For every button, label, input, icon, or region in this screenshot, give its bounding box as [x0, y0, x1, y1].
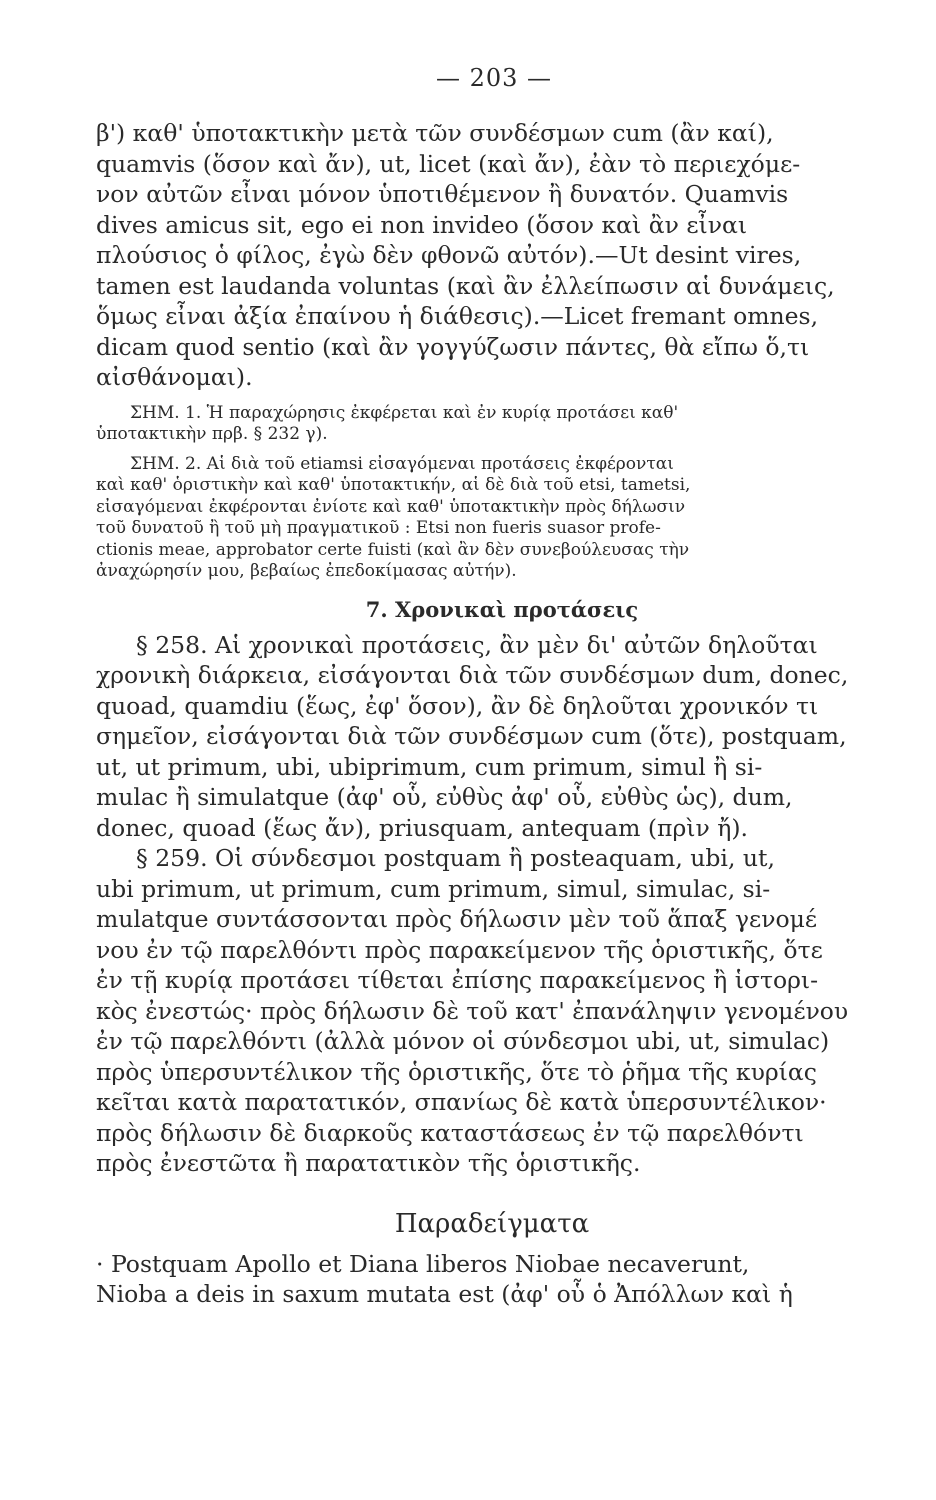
- text-line: tamen est laudanda voluntas (καὶ ἂν ἐλλείπωσιν αἱ δυνάμεις,: [96, 271, 835, 300]
- text-line: κεῖται κατὰ παρατατικόν, σπανίως δὲ κατὰ ὑπερσυντέλικον·: [96, 1088, 827, 1116]
- note-line: εἰσαγόμεναι ἐκφέρονται ἐνίοτε καὶ καθ' ὑποτακτικὴν πρὸς δήλωσιν: [96, 496, 686, 517]
- paragraph-beta: [96, 118, 848, 393]
- text-line: dives amicus sit, ego ei non invideo (ὅσον καὶ ἂν εἶναι: [96, 210, 748, 239]
- note-line: τοῦ δυνατοῦ ἢ τοῦ μὴ πραγματικοῦ : Etsi non fueris suasor profe-: [96, 518, 661, 538]
- text-line: νον αὐτῶν εἶναι μόνον ὑποτιθέμενον ἢ δυνατόν. Quamvis: [96, 180, 789, 208]
- text-line: ἐν τῷ παρελθόντι (ἀλλὰ μόνον οἱ σύνδεσμοι ubi, ut, simulac): [96, 1027, 830, 1055]
- example-1: [96, 1249, 848, 1310]
- text-line: αἰσθάνομαι).: [96, 363, 253, 391]
- note-line: ctionis meae, approbator certe fuisti (καὶ ἂν δὲν συνεβούλευσας τὴν: [96, 539, 690, 560]
- text-line: πλούσιος ὁ φίλος, ἐγὼ δὲν φθονῶ αὐτόν).—Ut desint vires,: [96, 241, 802, 269]
- text-line: § 258. Αἱ χρονικαὶ προτάσεις, ἂν μὲν δι' αὐτῶν δηλοῦται: [136, 630, 818, 659]
- text-line: πρὸς δήλωσιν δὲ διαρκοῦς καταστάσεως ἐν τῷ παρελθόντι: [96, 1118, 804, 1147]
- paragraph-259: [96, 843, 848, 1179]
- text-line: mulatque συντάσσονται πρὸς δήλωσιν μὲν τοῦ ἅπαξ γενομέ: [96, 905, 818, 933]
- text-line: § 259. Οἱ σύνδεσμοι postquam ἢ posteaquam, ubi, ut,: [136, 844, 775, 872]
- section-heading: 7. Χρονικαὶ προτάσεις: [365, 596, 639, 622]
- note-line: ΣΗΜ. 1. Ἡ παραχώρησις ἐκφέρεται καὶ ἐν κυρίᾳ προτάσει καθ': [130, 402, 679, 423]
- text-line: σημεῖον, εἰσάγονται διὰ τῶν συνδέσμων cum (ὅτε), postquam,: [96, 722, 847, 750]
- text-line: Nioba a deis in saxum mutata est (ἀφ' οὗ ὁ Ἀπόλλων καὶ ἡ: [96, 1280, 793, 1308]
- text-line: πρὸς ἐνεστῶτα ἢ παρατατικὸν τῆς ὁριστικῆς.: [96, 1149, 641, 1177]
- text-line: ὅμως εἶναι ἀξία ἐπαίνου ἡ διάθεσις).—Licet fremant omnes,: [96, 302, 819, 330]
- page-number: — 203 —: [435, 64, 553, 92]
- note-line: καὶ καθ' ὁριστικὴν καὶ καθ' ὑποτακτικήν, αἱ δὲ διὰ τοῦ etsi, tametsi,: [96, 475, 691, 495]
- text-line: quoad, quamdiu (ἕως, ἐφ' ὅσον), ἂν δὲ δηλοῦται χρονικόν τι: [96, 691, 819, 720]
- examples-heading: Παραδείγματα: [394, 1208, 590, 1239]
- text-line: mulac ἢ simulatque (ἀφ' οὗ, εὐθὺς ἀφ' οὗ, εὐθὺς ὡς), dum,: [96, 783, 793, 811]
- text-line: β') καθ' ὑποτακτικὴν μετὰ τῶν συνδέσμων cum (ἂν καί),: [96, 119, 774, 147]
- note-line: ἀναχώρησίν μου, βεβαίως ἐπεδοκίμασας αὐτήν).: [96, 561, 517, 581]
- text-line: ut, ut primum, ubi, ubiprimum, cum primum, simul ἢ si-: [96, 752, 763, 781]
- text-line: quamvis (ὅσον καὶ ἄν), ut, licet (καὶ ἄν), ἐὰν τὸ περιεχόμε-: [96, 149, 801, 178]
- text-line: dicam quod sentio (καὶ ἂν γογγύζωσιν πάντες, θὰ εἴπω ὅ,τι: [96, 332, 810, 361]
- text-line: donec, quoad (ἕως ἄν), priusquam, antequam (πρὶν ἤ).: [96, 813, 748, 842]
- text-line: ubi primum, ut primum, cum primum, simul, simulac, si-: [96, 874, 771, 903]
- note-line: ὑποτακτικὴν πρβ. § 232 γ).: [96, 424, 328, 444]
- text-line: χρονικὴ διάρκεια, εἰσάγονται διὰ τῶν συνδέσμων dum, donec,: [96, 661, 849, 689]
- text-line: κὸς ἐνεστώς· πρὸς δήλωσιν δὲ τοῦ κατ' ἐπανάληψιν γενομένου: [96, 996, 849, 1025]
- text-line: ἐν τῇ κυρίᾳ προτάσει τίθεται ἐπίσης παρακείμενος ἢ ἱστορι-: [96, 966, 819, 994]
- paragraph-258: [96, 630, 848, 844]
- note-1: [96, 403, 848, 446]
- note-line: ΣΗΜ. 2. Αἱ διὰ τοῦ etiamsi εἰσαγόμεναι προτάσεις ἐκφέρονται: [130, 453, 674, 474]
- book-page: [96, 64, 848, 1310]
- note-2: [96, 454, 848, 583]
- text-line: νου ἐν τῷ παρελθόντι πρὸς παρακείμενον τῆς ὁριστικῆς, ὅτε: [96, 935, 823, 964]
- text-line: · Postquam Apollo et Diana liberos Niobae necaverunt,: [96, 1249, 750, 1278]
- text-line: πρὸς ὑπερσυντέλικον τῆς ὁριστικῆς, ὅτε τὸ ῥῆμα τῆς κυρίας: [96, 1057, 817, 1086]
